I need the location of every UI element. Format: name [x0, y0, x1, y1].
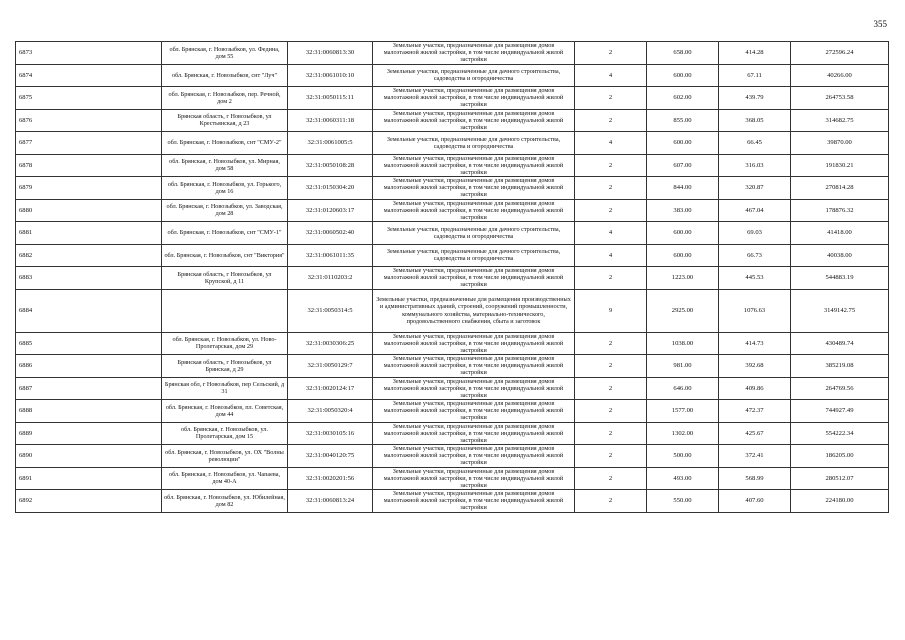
cadastral-number-cell: 32:31:0110203:2 [288, 267, 373, 290]
category-cell: 2 [575, 87, 647, 110]
cadastral-value-cell: 41418.00 [791, 222, 889, 245]
area-cell: 1223.00 [647, 267, 719, 290]
table-row [16, 64, 889, 87]
cadastral-number-cell: 32:31:0030306:25 [288, 332, 373, 355]
table-row [16, 132, 889, 155]
category-cell: 4 [575, 222, 647, 245]
table-row [16, 289, 889, 332]
table-row [16, 377, 889, 400]
address-cell: обл. Брянская, г. Новозыбков, пл. Советская, дом 44 [162, 400, 288, 423]
cadastral-value-cell: 40038.00 [791, 244, 889, 267]
address-cell: обл. Брянская, г. Новозыбков, снт "СМУ-1" [162, 222, 288, 245]
specific-value-cell: 472.37 [719, 400, 791, 423]
specific-value-cell: 445.53 [719, 267, 791, 290]
specific-value-cell: 66.45 [719, 132, 791, 155]
land-use-cell: Земельные участки, предназначенные для размещения домов малоэтажной жилой застройки, в том числе индивидуальной жилой застройки [373, 42, 575, 65]
area-cell: 500.00 [647, 445, 719, 468]
row-number-cell: 6882 [16, 244, 162, 267]
table-row [16, 199, 889, 222]
area-cell: 550.00 [647, 490, 719, 513]
table-body [16, 42, 889, 513]
cadastral-value-cell: 178876.32 [791, 199, 889, 222]
land-use-cell: Земельные участки, предназначенные для размещения домов малоэтажной жилой застройки, в том числе индивидуальной жилой застройки [373, 467, 575, 490]
category-cell: 2 [575, 177, 647, 200]
specific-value-cell: 409.86 [719, 377, 791, 400]
cadastral-value-cell: 264769.56 [791, 377, 889, 400]
cadastral-value-cell: 186205.00 [791, 445, 889, 468]
category-cell: 2 [575, 42, 647, 65]
address-cell: обл. Брянская, г. Новозыбков, ул. Заводская, дом 28 [162, 199, 288, 222]
area-cell: 600.00 [647, 132, 719, 155]
row-number-cell: 6887 [16, 377, 162, 400]
cadastral-number-cell: 32:31:0061011:35 [288, 244, 373, 267]
land-use-cell: Земельные участки, предназначенные для размещения домов малоэтажной жилой застройки, в том числе индивидуальной жилой застройки [373, 267, 575, 290]
cadastral-value-cell: 544883.19 [791, 267, 889, 290]
land-use-cell: Земельные участки, предназначенные для размещения домов малоэтажной жилой застройки, в том числе индивидуальной жилой застройки [373, 87, 575, 110]
land-use-cell: Земельные участки, предназначенные для дачного строительства, садоводства и огородничества [373, 132, 575, 155]
address-cell: обл. Брянская, г. Новозыбков, ул. Ново-Пролетарская, дом 29 [162, 332, 288, 355]
cadastral-number-cell: 32:31:0050129:7 [288, 355, 373, 378]
area-cell: 493.00 [647, 467, 719, 490]
address-cell: Брянская область, г Новозыбков, ул Крестьянская, д 23 [162, 109, 288, 132]
category-cell: 2 [575, 422, 647, 445]
specific-value-cell: 425.67 [719, 422, 791, 445]
land-use-cell: Земельные участки, предназначенные для размещения домов малоэтажной жилой застройки, в том числе индивидуальной жилой застройки [373, 154, 575, 177]
address-cell: обл. Брянская, г. Новозыбков, ул. Пролетарская, дом 15 [162, 422, 288, 445]
table-row [16, 445, 889, 468]
category-cell: 2 [575, 467, 647, 490]
row-number-cell: 6875 [16, 87, 162, 110]
category-cell: 2 [575, 355, 647, 378]
category-cell: 2 [575, 332, 647, 355]
table-row [16, 154, 889, 177]
specific-value-cell: 392.68 [719, 355, 791, 378]
row-number-cell: 6885 [16, 332, 162, 355]
specific-value-cell: 414.28 [719, 42, 791, 65]
cadastral-number-cell: 32:31:0030105:16 [288, 422, 373, 445]
area-cell: 1577.00 [647, 400, 719, 423]
table-row [16, 400, 889, 423]
page-number: 355 [873, 19, 887, 29]
category-cell: 4 [575, 244, 647, 267]
cadastral-number-cell: 32:31:0150304:20 [288, 177, 373, 200]
area-cell: 600.00 [647, 222, 719, 245]
table-row [16, 422, 889, 445]
table-row [16, 355, 889, 378]
category-cell: 9 [575, 289, 647, 332]
table-row [16, 177, 889, 200]
cadastral-number-cell: 32:31:0060813:24 [288, 490, 373, 513]
cadastral-number-cell: 32:31:0040120:75 [288, 445, 373, 468]
area-cell: 602.00 [647, 87, 719, 110]
land-use-cell: Земельные участки, предназначенные для дачного строительства, садоводства и огородничества [373, 222, 575, 245]
cadastral-number-cell: 32:31:0060502:40 [288, 222, 373, 245]
row-number-cell: 6873 [16, 42, 162, 65]
cadastral-value-cell: 191830.21 [791, 154, 889, 177]
land-use-cell: Земельные участки, предназначенные для дачного строительства, садоводства и огородничества [373, 64, 575, 87]
row-number-cell: 6880 [16, 199, 162, 222]
specific-value-cell: 414.73 [719, 332, 791, 355]
land-use-cell: Земельные участки, предназначенные для размещения домов малоэтажной жилой застройки, в том числе индивидуальной жилой застройки [373, 400, 575, 423]
cadastral-value-cell: 554222.34 [791, 422, 889, 445]
row-number-cell: 6891 [16, 467, 162, 490]
cadastral-value-table [15, 41, 889, 513]
land-use-cell: Земельные участки, предназначенные для размещения производственных и административных зданий, строений, сооружений промышленности, коммунального хозяйства, материально-технического, продовольственного снабжения, сбыта и заготовок [373, 289, 575, 332]
specific-value-cell: 316.03 [719, 154, 791, 177]
specific-value-cell: 439.79 [719, 87, 791, 110]
address-cell: обл. Брянская, г. Новозыбков, ул. Горького, дом 16 [162, 177, 288, 200]
area-cell: 383.00 [647, 199, 719, 222]
specific-value-cell: 66.73 [719, 244, 791, 267]
area-cell: 2925.00 [647, 289, 719, 332]
specific-value-cell: 467.04 [719, 199, 791, 222]
specific-value-cell: 67.11 [719, 64, 791, 87]
category-cell: 2 [575, 267, 647, 290]
table-row [16, 467, 889, 490]
land-use-cell: Земельные участки, предназначенные для размещения домов малоэтажной жилой застройки, в том числе индивидуальной жилой застройки [373, 422, 575, 445]
cadastral-value-cell: 40266.00 [791, 64, 889, 87]
row-number-cell: 6892 [16, 490, 162, 513]
cadastral-number-cell: 32:31:0020124:17 [288, 377, 373, 400]
cadastral-value-cell: 3149142.75 [791, 289, 889, 332]
table-row [16, 42, 889, 65]
category-cell: 2 [575, 377, 647, 400]
table-row [16, 267, 889, 290]
land-use-cell: Земельные участки, предназначенные для размещения домов малоэтажной жилой застройки, в том числе индивидуальной жилой застройки [373, 177, 575, 200]
category-cell: 4 [575, 132, 647, 155]
cadastral-value-cell: 430489.74 [791, 332, 889, 355]
address-cell: обл. Брянская, г. Новозыбков, ул. ОХ "Волны революции" [162, 445, 288, 468]
cadastral-number-cell: 32:31:0061005:5 [288, 132, 373, 155]
category-cell: 2 [575, 400, 647, 423]
category-cell: 2 [575, 109, 647, 132]
row-number-cell: 6879 [16, 177, 162, 200]
cadastral-number-cell: 32:31:0061010:10 [288, 64, 373, 87]
area-cell: 1302.00 [647, 422, 719, 445]
address-cell: обл. Брянская, г. Новозыбков, снт "СМУ-2" [162, 132, 288, 155]
row-number-cell: 6883 [16, 267, 162, 290]
address-cell: обл. Брянская, г. Новозыбков, ул. Федина, дом 55 [162, 42, 288, 65]
specific-value-cell: 1076.63 [719, 289, 791, 332]
table-row [16, 109, 889, 132]
cadastral-value-cell: 314682.75 [791, 109, 889, 132]
address-cell: Брянская область, г Новозыбков, ул Брянская, д 29 [162, 355, 288, 378]
specific-value-cell: 407.60 [719, 490, 791, 513]
address-cell [162, 289, 288, 332]
area-cell: 646.00 [647, 377, 719, 400]
category-cell: 2 [575, 199, 647, 222]
category-cell: 2 [575, 490, 647, 513]
address-cell: обл. Брянская, г. Новозыбков, ул. Юбилейная, дом 82 [162, 490, 288, 513]
cadastral-number-cell: 32:31:0020201:56 [288, 467, 373, 490]
address-cell: Брянская область, г Новозыбков, ул Крупской, д 11 [162, 267, 288, 290]
land-use-cell: Земельные участки, предназначенные для размещения домов малоэтажной жилой застройки, в том числе индивидуальной жилой застройки [373, 445, 575, 468]
row-number-cell: 6876 [16, 109, 162, 132]
area-cell: 600.00 [647, 64, 719, 87]
table-row [16, 490, 889, 513]
row-number-cell: 6886 [16, 355, 162, 378]
specific-value-cell: 368.05 [719, 109, 791, 132]
address-cell: обл. Брянская, г. Новозыбков, ул. Мирная, дом 58 [162, 154, 288, 177]
area-cell: 600.00 [647, 244, 719, 267]
cadastral-value-cell: 272596.24 [791, 42, 889, 65]
land-use-cell: Земельные участки, предназначенные для размещения домов малоэтажной жилой застройки, в том числе индивидуальной жилой застройки [373, 199, 575, 222]
table-row [16, 332, 889, 355]
cadastral-number-cell: 32:31:0060813:30 [288, 42, 373, 65]
specific-value-cell: 372.41 [719, 445, 791, 468]
cadastral-value-cell: 264753.58 [791, 87, 889, 110]
cadastral-value-cell: 270814.28 [791, 177, 889, 200]
area-cell: 855.00 [647, 109, 719, 132]
row-number-cell: 6877 [16, 132, 162, 155]
land-use-cell: Земельные участки, предназначенные для размещения домов малоэтажной жилой застройки, в том числе индивидуальной жилой застройки [373, 109, 575, 132]
row-number-cell: 6878 [16, 154, 162, 177]
row-number-cell: 6881 [16, 222, 162, 245]
row-number-cell: 6890 [16, 445, 162, 468]
specific-value-cell: 69.03 [719, 222, 791, 245]
cadastral-number-cell: 32:31:0060311:18 [288, 109, 373, 132]
category-cell: 2 [575, 154, 647, 177]
cadastral-value-cell: 39870.00 [791, 132, 889, 155]
row-number-cell: 6884 [16, 289, 162, 332]
area-cell: 658.00 [647, 42, 719, 65]
address-cell: обл. Брянская, г. Новозыбков, снт "Луч" [162, 64, 288, 87]
land-use-cell: Земельные участки, предназначенные для размещения домов малоэтажной жилой застройки, в том числе индивидуальной жилой застройки [373, 355, 575, 378]
address-cell: обл. Брянская, г. Новозыбков, пер. Речной, дом 2 [162, 87, 288, 110]
land-use-cell: Земельные участки, предназначенные для размещения домов малоэтажной жилой застройки, в том числе индивидуальной жилой застройки [373, 377, 575, 400]
land-use-cell: Земельные участки, предназначенные для дачного строительства, садоводства и огородничества [373, 244, 575, 267]
cadastral-number-cell: 32:31:0050320:4 [288, 400, 373, 423]
row-number-cell: 6874 [16, 64, 162, 87]
address-cell: обл. Брянская, г. Новозыбков, снт "Виктория" [162, 244, 288, 267]
category-cell: 4 [575, 64, 647, 87]
area-cell: 981.00 [647, 355, 719, 378]
table-row [16, 87, 889, 110]
row-number-cell: 6889 [16, 422, 162, 445]
cadastral-value-cell: 280512.07 [791, 467, 889, 490]
cadastral-number-cell: 32:31:0050115:11 [288, 87, 373, 110]
area-cell: 1038.00 [647, 332, 719, 355]
address-cell: Брянская обл, г Новозыбков, пер Сельский, д 31 [162, 377, 288, 400]
area-cell: 607.00 [647, 154, 719, 177]
area-cell: 844.00 [647, 177, 719, 200]
cadastral-value-cell: 224180.00 [791, 490, 889, 513]
row-number-cell: 6888 [16, 400, 162, 423]
category-cell: 2 [575, 445, 647, 468]
table-row [16, 244, 889, 267]
address-cell: обл. Брянская, г. Новозыбков, ул. Чапаева, дом 40-А [162, 467, 288, 490]
cadastral-value-cell: 385219.08 [791, 355, 889, 378]
cadastral-number-cell: 32:31:0050314:5 [288, 289, 373, 332]
specific-value-cell: 568.99 [719, 467, 791, 490]
land-use-cell: Земельные участки, предназначенные для размещения домов малоэтажной жилой застройки, в том числе индивидуальной жилой застройки [373, 332, 575, 355]
land-use-cell: Земельные участки, предназначенные для размещения домов малоэтажной жилой застройки, в том числе индивидуальной жилой застройки [373, 490, 575, 513]
cadastral-number-cell: 32:31:0050108:28 [288, 154, 373, 177]
table-row [16, 222, 889, 245]
cadastral-number-cell: 32:31:0120603:17 [288, 199, 373, 222]
specific-value-cell: 320.87 [719, 177, 791, 200]
cadastral-value-cell: 744927.49 [791, 400, 889, 423]
